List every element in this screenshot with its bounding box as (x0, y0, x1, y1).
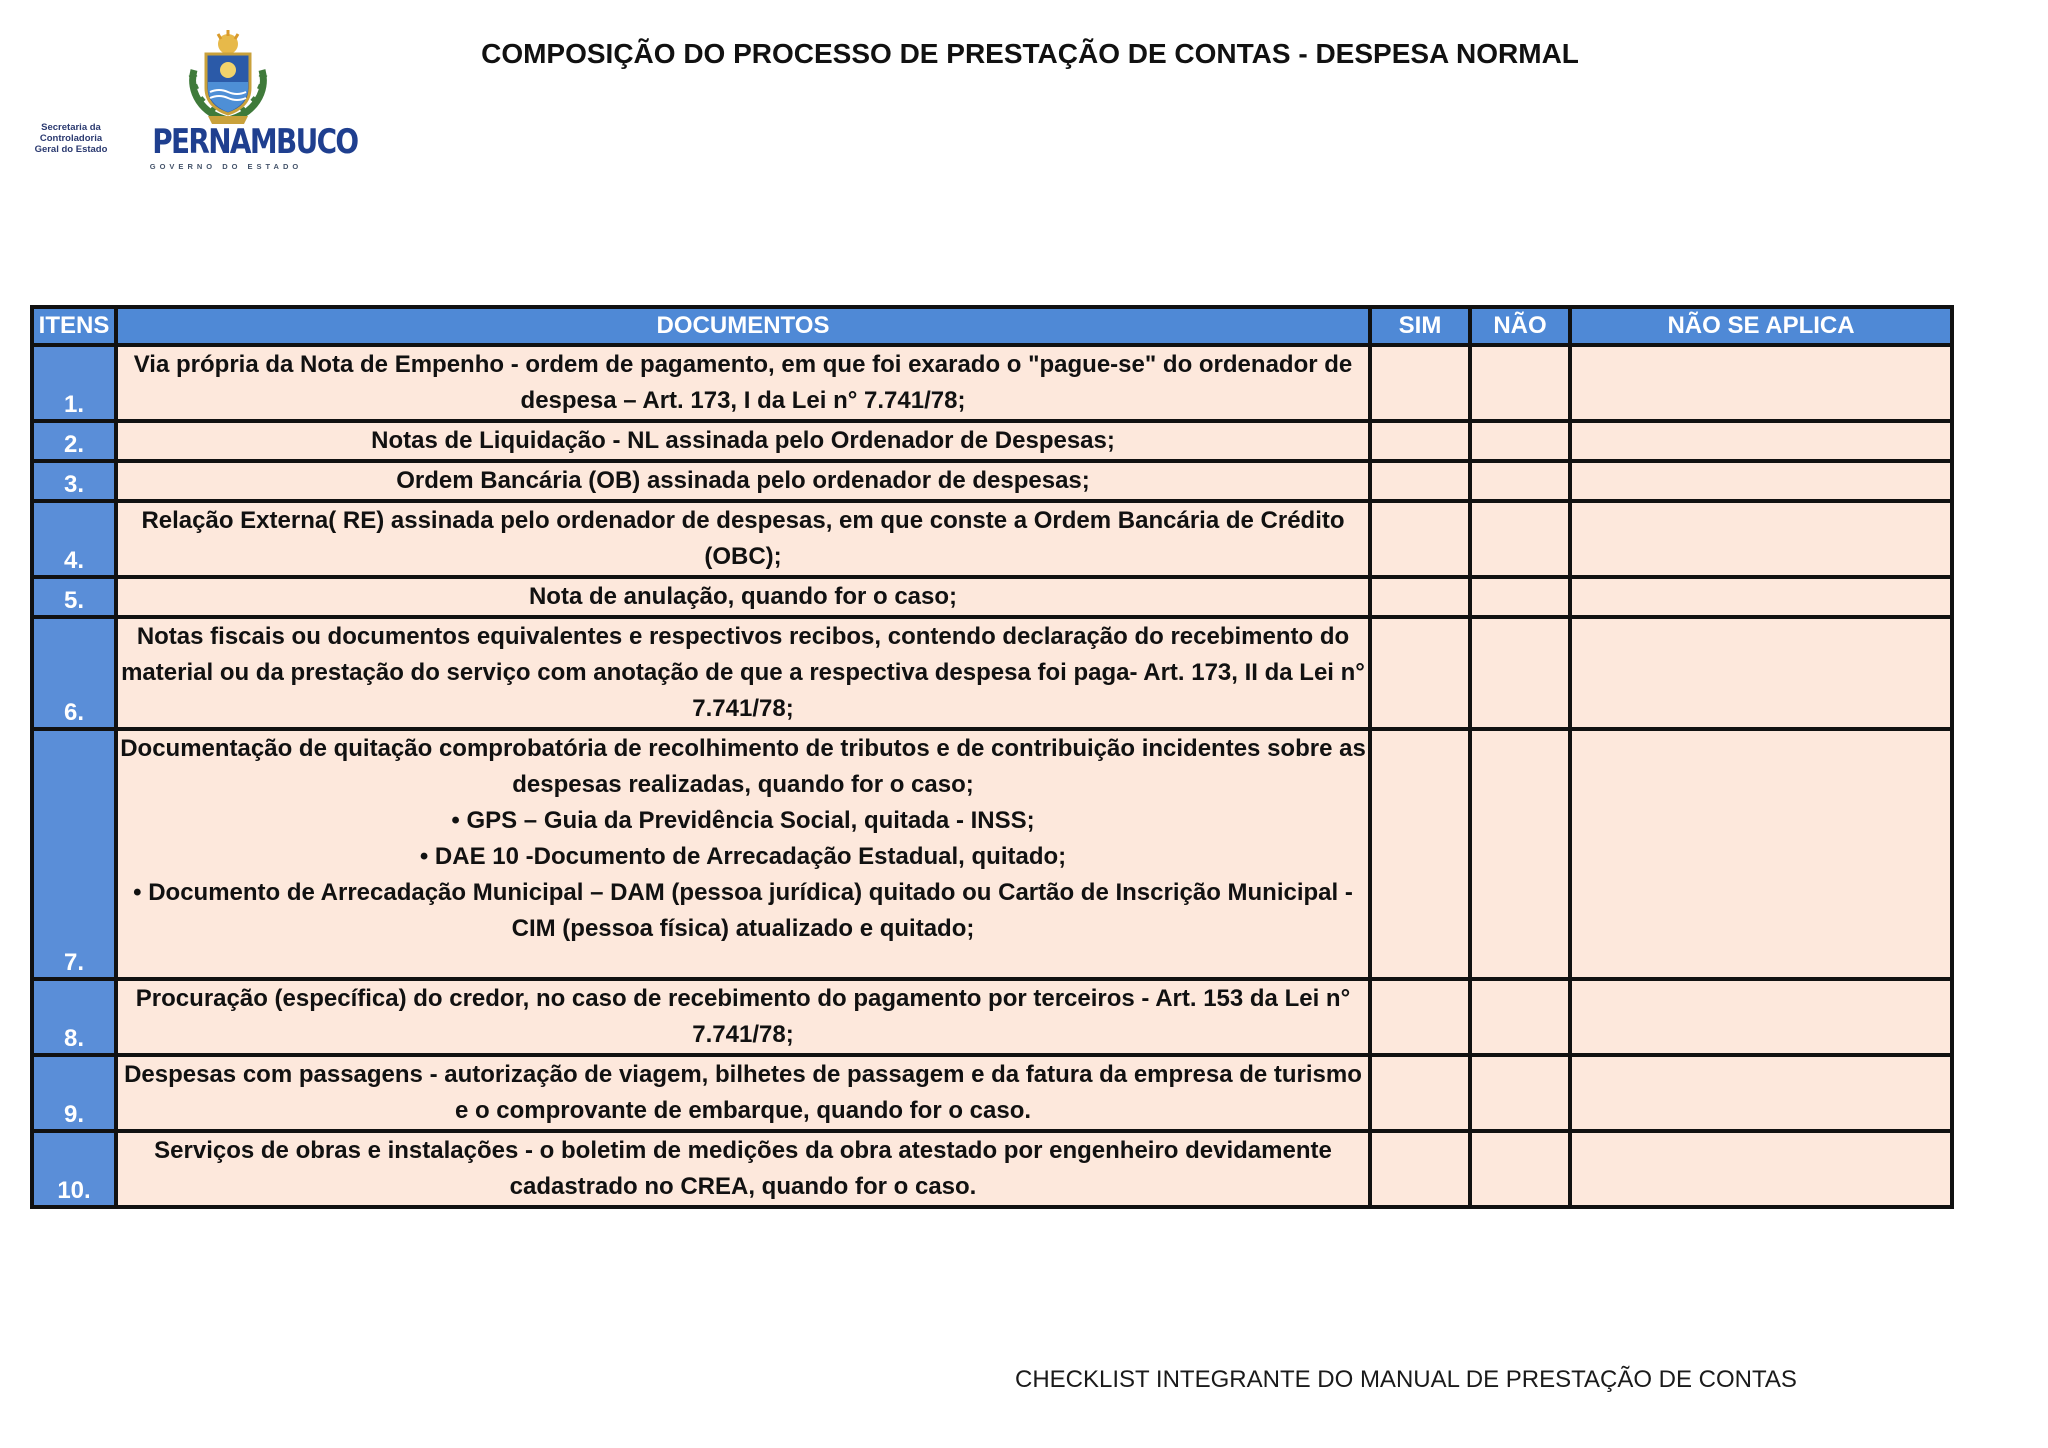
document-description: Despesas com passagens - autorização de viagem, bilhetes de passagem e da fatura da empresa de turismo e o comprovante de embarque, quando for o caso. (116, 1055, 1370, 1131)
item-number: 5. (32, 577, 116, 617)
logo-side-line: Geral do Estado (34, 144, 108, 155)
table-row (32, 1055, 1952, 1131)
nao-cell[interactable] (1470, 501, 1570, 577)
document-bullet: • Documento de Arrecadação Municipal – DAM (pessoa jurídica) quitado ou Cartão de Inscrição Municipal - CIM (pessoa física) atualizado e quitado; (133, 879, 1353, 942)
nao-se-aplica-cell[interactable] (1570, 577, 1952, 617)
document-description: Ordem Bancária (OB) assinada pelo ordenador de despesas; (116, 461, 1370, 501)
table-row (32, 617, 1952, 729)
nao-cell[interactable] (1470, 1055, 1570, 1131)
item-number: 10. (32, 1131, 116, 1207)
document-description: Serviços de obras e instalações - o boletim de medições da obra atestado por engenheiro devidamente cadastrado no CREA, quando for o caso. (116, 1131, 1370, 1207)
document-description: Relação Externa( RE) assinada pelo ordenador de despesas, em que conste a Ordem Bancária de Crédito (OBC); (116, 501, 1370, 577)
column-header-nao: NÃO (1470, 307, 1570, 345)
sim-cell[interactable] (1370, 421, 1470, 461)
sim-cell[interactable] (1370, 461, 1470, 501)
item-number: 1. (32, 345, 116, 421)
document-bullet: • DAE 10 -Documento de Arrecadação Estadual, quitado; (419, 843, 1067, 870)
nao-se-aplica-cell[interactable] (1570, 729, 1952, 979)
column-header-sim: SIM (1370, 307, 1470, 345)
sim-cell[interactable] (1370, 1055, 1470, 1131)
logo-secretaria-text (26, 122, 116, 155)
nao-se-aplica-cell[interactable] (1570, 345, 1952, 421)
item-number: 7. (32, 729, 116, 979)
column-header-itens: ITENS (32, 307, 116, 345)
table-header-row (32, 307, 1952, 345)
table-row (32, 577, 1952, 617)
document-description: Notas fiscais ou documentos equivalentes e respectivos recibos, contendo declaração do recebimento do material ou da prestação do serviço com anotação de que a respectiva despesa foi paga- Art. 173, II da Lei n° 7.741/78; (116, 617, 1370, 729)
sim-cell[interactable] (1370, 979, 1470, 1055)
page-title: COMPOSIÇÃO DO PROCESSO DE PRESTAÇÃO DE CONTAS - DESPESA NORMAL (481, 38, 1579, 69)
nao-cell[interactable] (1470, 617, 1570, 729)
logo-side-line: Secretaria da (41, 122, 101, 133)
sim-cell[interactable] (1370, 729, 1470, 979)
item-number: 9. (32, 1055, 116, 1131)
column-header-documentos: DOCUMENTOS (116, 307, 1370, 345)
sim-cell[interactable] (1370, 345, 1470, 421)
table-row (32, 1131, 1952, 1207)
nao-se-aplica-cell[interactable] (1570, 421, 1952, 461)
item-number: 8. (32, 979, 116, 1055)
nao-cell[interactable] (1470, 1131, 1570, 1207)
nao-cell[interactable] (1470, 461, 1570, 501)
coat-of-arms-icon (178, 30, 278, 126)
logo-subtitle: GOVERNO DO ESTADO (149, 162, 303, 171)
item-number: 6. (32, 617, 116, 729)
sim-cell[interactable] (1370, 501, 1470, 577)
nao-se-aplica-cell[interactable] (1570, 1055, 1952, 1131)
nao-cell[interactable] (1470, 729, 1570, 979)
government-logo (26, 30, 358, 176)
nao-se-aplica-cell[interactable] (1570, 461, 1952, 501)
nao-se-aplica-cell[interactable] (1570, 501, 1952, 577)
item-number: 2. (32, 421, 116, 461)
sim-cell[interactable] (1370, 577, 1470, 617)
nao-se-aplica-cell[interactable] (1570, 617, 1952, 729)
document-description (116, 729, 1370, 979)
nao-cell[interactable] (1470, 421, 1570, 461)
sim-cell[interactable] (1370, 617, 1470, 729)
nao-se-aplica-cell[interactable] (1570, 1131, 1952, 1207)
document-description: Procuração (específica) do credor, no caso de recebimento do pagamento por terceiros - Art. 153 da Lei n° 7.741/78; (116, 979, 1370, 1055)
column-header-nao-se-aplica: NÃO SE APLICA (1570, 307, 1952, 345)
document-text: Documentação de quitação comprobatória de recolhimento de tributos e de contribuição incidentes sobre as despesas realizadas, quando for o caso; (120, 735, 1366, 798)
table-row (32, 345, 1952, 421)
table-row (32, 979, 1952, 1055)
sim-cell[interactable] (1370, 1131, 1470, 1207)
document-bullet: • GPS – Guia da Previdência Social, quitada - INSS; (451, 807, 1035, 834)
footer-note: CHECKLIST INTEGRANTE DO MANUAL DE PRESTAÇÃO DE CONTAS (1015, 1366, 1797, 1393)
nao-se-aplica-cell[interactable] (1570, 979, 1952, 1055)
logo-side-line: Controladoria (39, 133, 103, 144)
item-number: 4. (32, 501, 116, 577)
checklist-table (30, 305, 1954, 1209)
table-row (32, 501, 1952, 577)
nao-cell[interactable] (1470, 345, 1570, 421)
nao-cell[interactable] (1470, 979, 1570, 1055)
document-description: Notas de Liquidação - NL assinada pelo Ordenador de Despesas; (116, 421, 1370, 461)
document-description: Nota de anulação, quando for o caso; (116, 577, 1370, 617)
nao-cell[interactable] (1470, 577, 1570, 617)
item-number: 3. (32, 461, 116, 501)
logo-name: PERNAMBUCO (152, 122, 358, 162)
table-row (32, 421, 1952, 461)
table-row (32, 461, 1952, 501)
document-description: Via própria da Nota de Empenho - ordem de pagamento, em que foi exarado o "pague-se" do ordenador de despesa – Art. 173, I da Lei n° 7.741/78; (116, 345, 1370, 421)
table-row (32, 729, 1952, 979)
